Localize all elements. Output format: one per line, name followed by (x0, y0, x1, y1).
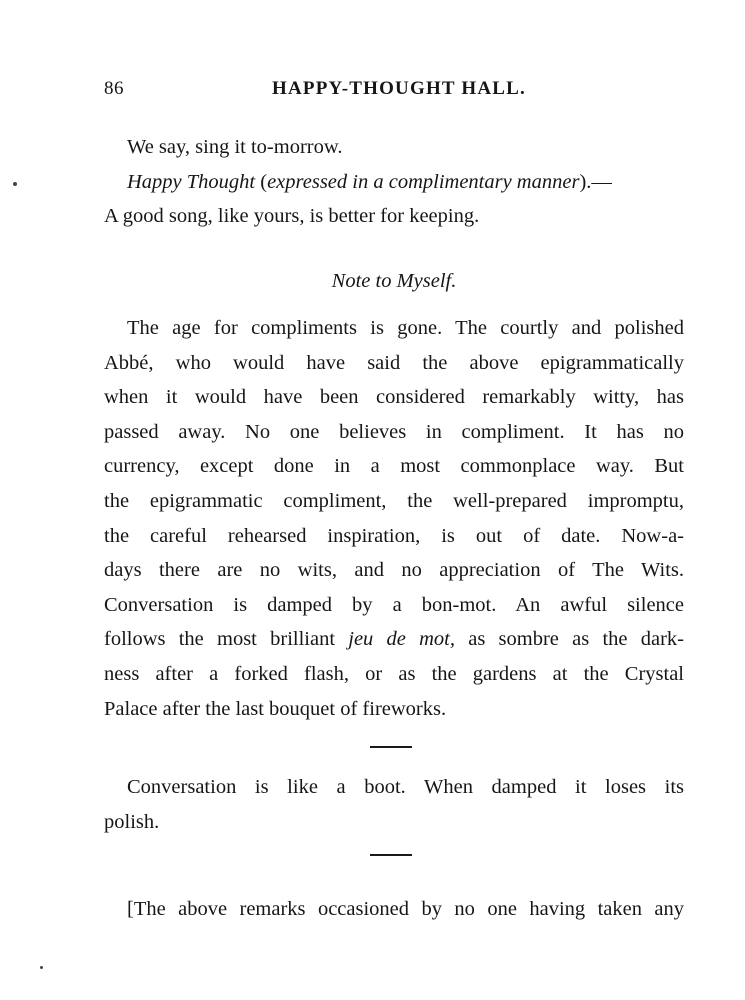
text-line: passed away. No one believes in compliment. It has no (104, 420, 684, 443)
running-head (104, 78, 684, 104)
text-line: Conversation is like a boot. When damped it loses its (127, 776, 684, 798)
text-line: Conversation is damped by a bon-mot. An awful silence (104, 593, 684, 616)
text-line: [The above remarks occasioned by no one having taken any (127, 898, 684, 920)
opening-block (104, 130, 684, 234)
running-title: HAPPY-THOUGHT HALL. (272, 78, 527, 99)
text-line: polish. (104, 810, 160, 833)
text-line: Palace after the last bouquet of fireworks. (104, 697, 447, 720)
note-heading: Note to Myself. (331, 270, 457, 292)
text-line: ness after a forked flash, or as the gardens at the Crystal (104, 662, 684, 685)
text-line: We say, sing it to-morrow. (127, 136, 343, 158)
text-line: The age for compliments is gone. The courtly and polished (127, 317, 684, 339)
text-line: A good song, like yours, is better for keeping. (104, 205, 480, 228)
text-line: the epigrammatic compliment, the well-prepared impromptu, (104, 489, 684, 512)
italic-happy-thought: Happy Thought (127, 170, 256, 193)
page-number: 86 (104, 78, 124, 99)
text-line-happy-thought: Happy Thought (expressed in a complimentary manner).— (127, 170, 612, 193)
text-line: when it would have been considered remarkably witty, has (104, 386, 684, 409)
text-line: the careful rehearsed inspiration, is out of date. Now-a- (104, 524, 684, 547)
text-line: follows the most brilliant jeu de mot, as sombre as the dark- (104, 628, 684, 651)
paragraph-remarks (104, 892, 684, 927)
italic-expressed: expressed in a complimentary manner (267, 170, 580, 193)
section-rule (370, 854, 412, 856)
paragraph-compliments (104, 311, 684, 726)
text-line: days there are no wits, and no appreciation of The Wits. (104, 559, 684, 582)
paragraph-boot (104, 770, 684, 839)
section-rule (370, 746, 412, 748)
page-speck (40, 966, 43, 969)
text-line: Abbé, who would have said the above epigrammatically (104, 351, 684, 374)
text-line: currency, except done in a most commonplace way. But (104, 455, 684, 478)
page-speck (13, 182, 17, 186)
italic-jeu-de-mot: jeu de mot, (348, 628, 456, 651)
note-heading-wrap (104, 264, 684, 299)
